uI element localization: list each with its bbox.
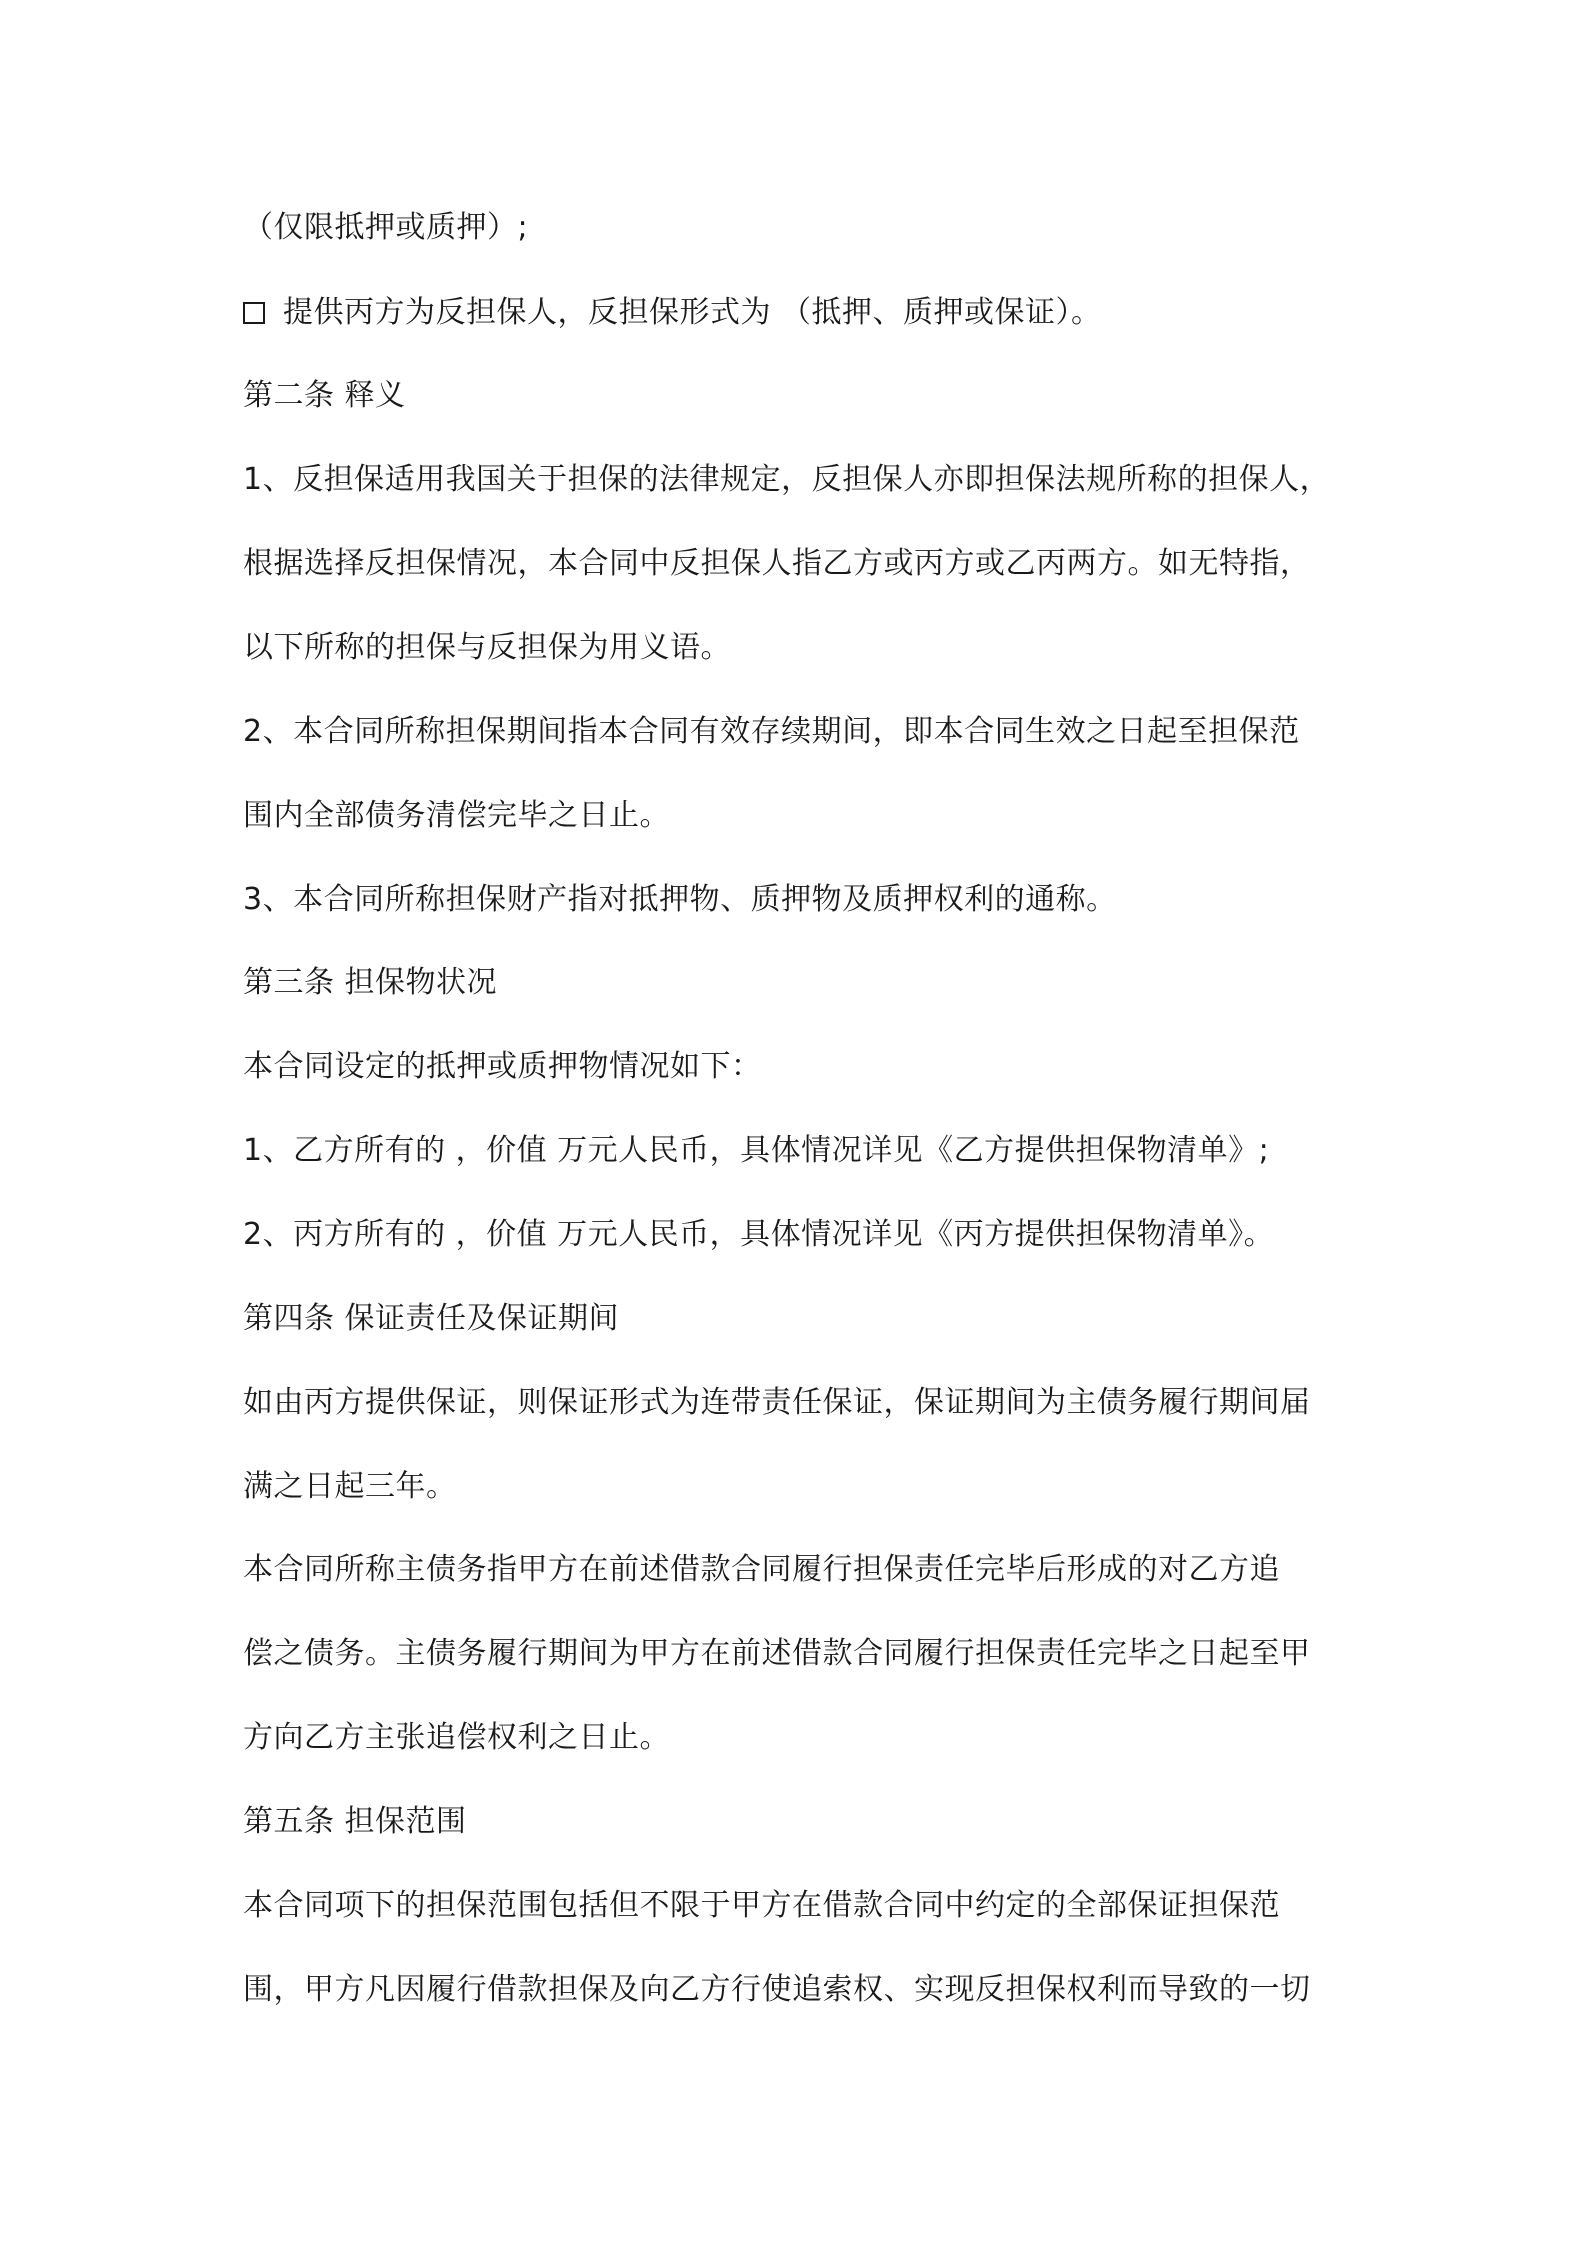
article-5-heading: 第五条 担保范围 (243, 1804, 467, 1839)
text-line-13: 2、丙方所有的 ，价值 万元人民币，具体情况详见《丙方提供担保物清单》。 (243, 1217, 1275, 1252)
text-line-7: 2、本合同所称担保期间指本合同有效存续期间，即本合同生效之日起至担保范 (243, 714, 1300, 749)
checkbox-option-line (243, 293, 1102, 333)
text-line-9: 3、本合同所称担保财产指对抵押物、质押物及质押权利的通称。 (243, 882, 1117, 917)
text-line-22: 围，甲方凡因履行借款担保及向乙方行使追索权、实现反担保权利而导致的一切 (243, 1972, 1311, 2007)
text-line-12: 1、乙方所有的 ，价值 万元人民币，具体情况详见《乙方提供担保物清单》; (243, 1133, 1270, 1168)
checkbox-icon[interactable] (243, 302, 265, 324)
text-line-4: 1、反担保适用我国关于担保的法律规定，反担保人亦即担保法规所称的担保人， (243, 462, 1331, 497)
checkbox-option-text: 提供丙方为反担保人，反担保形式为 （抵押、质押或保证）。 (283, 295, 1102, 330)
article-2-heading: 第二条 释义 (243, 378, 406, 413)
text-line-11: 本合同设定的抵押或质押物情况如下： (243, 1049, 762, 1084)
text-line-8: 围内全部债务清偿完毕之日止。 (243, 798, 670, 833)
text-line-15: 如由丙方提供保证，则保证形式为连带责任保证，保证期间为主债务履行期间届 (243, 1385, 1311, 1420)
text-line-17: 本合同所称主债务指甲方在前述借款合同履行担保责任完毕后形成的对乙方追 (243, 1552, 1280, 1587)
text-line-16: 满之日起三年。 (243, 1469, 457, 1504)
text-line-21: 本合同项下的担保范围包括但不限于甲方在借款合同中约定的全部保证担保范 (243, 1888, 1280, 1923)
text-line-1: （仅限抵押或质押）; (243, 210, 529, 245)
article-4-heading: 第四条 保证责任及保证期间 (243, 1301, 620, 1336)
text-line-18: 偿之债务。主债务履行期间为甲方在前述借款合同履行担保责任完毕之日起至甲 (243, 1636, 1311, 1671)
text-line-5: 根据选择反担保情况，本合同中反担保人指乙方或丙方或乙丙两方。如无特指， (243, 546, 1311, 581)
text-line-19: 方向乙方主张追偿权利之日止。 (243, 1720, 670, 1755)
article-3-heading: 第三条 担保物状况 (243, 965, 498, 1000)
text-line-6: 以下所称的担保与反担保为用义语。 (243, 630, 731, 665)
